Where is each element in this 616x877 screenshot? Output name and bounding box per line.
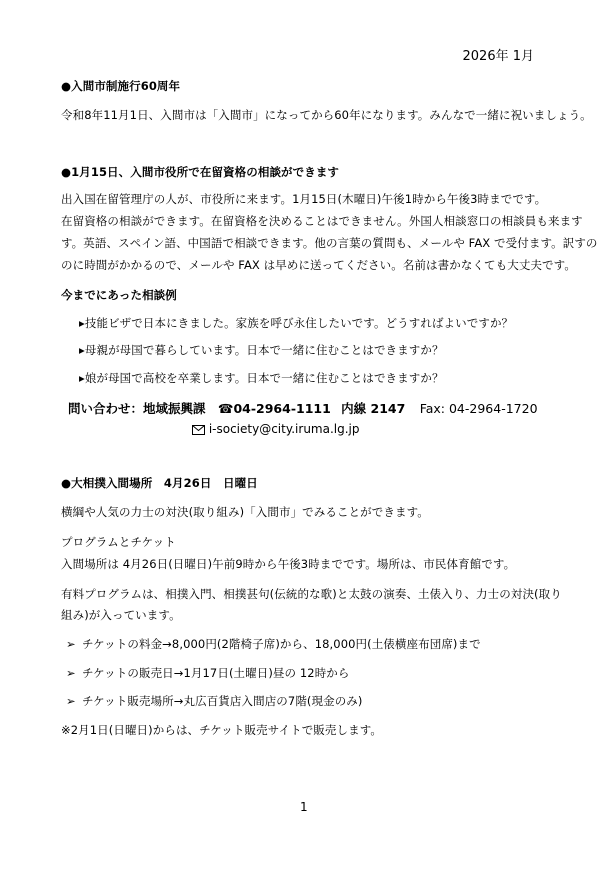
tournament-date-text: 入間場所は 4月26日(日曜日)午前9時から午後3時までです。場所は、市民体育館です。 (61, 557, 516, 571)
ticket-info-item: ➢ チケットの料金→8,000円(2階椅子席)から、18,000円(土俵横座布団席)まで (66, 637, 481, 651)
triangle-bullet-icon: ▸ (79, 371, 85, 385)
consultation-text-line: す。英語、スペイン語、中国語で相談できます。他の言葉の質問も、メールや FAX で受付ます。訳すの (61, 236, 598, 250)
document-date: 2026年 1月 (462, 49, 534, 64)
triangle-bullet-icon: ▸ (79, 343, 85, 357)
example-item: ▸母親が母国で暮らしています。日本で一緒に住むことはできますか？ (79, 343, 444, 357)
phone-number: 04-2964-1111 (233, 401, 331, 416)
arrow-bullet-icon: ➢ (66, 637, 76, 651)
ticket-info-item: ➢ チケット販売場所→丸広百貨店入間店の7階(現金のみ) (66, 694, 363, 708)
fax-number: Fax: 04-2964-1720 (419, 401, 538, 416)
program-text-line: 有料プログラムは、相撲入門、相撲甚句(伝統的な歌)と太鼓の演奏、土俵入り、力士の対決(取り (61, 587, 562, 601)
arrow-bullet-icon: ➢ (66, 694, 76, 708)
contact-label: 問い合わせ：地域振興課 (68, 401, 206, 416)
contact-line (68, 399, 538, 417)
phone-extension: 内線 2147 (341, 401, 406, 416)
sumo-intro-text: 横綱や人気の力士の対決(取り組み)「入間市」でみることができます。 (61, 505, 429, 519)
consultation-text-line: 出入国在留管理庁の人が、市役所に来ます。1月15日(木曜日)午後1時から午後3時までです。 (61, 192, 547, 206)
program-text-line: 組み)が入っています。 (61, 608, 181, 622)
consultation-text-line: のに時間がかかるので、メールや FAX は早めに送ってください。名前は書かなくても大丈夫です。 (61, 258, 576, 272)
page-number: 1 (300, 800, 308, 814)
phone-icon: ☎ (217, 401, 234, 416)
email-address[interactable]: i-society@city.iruma.lg.jp (208, 422, 360, 436)
mail-icon (192, 422, 209, 436)
example-item: ▸娘が母国で高校を卒業します。日本で一緒に住むことはできますか？ (79, 371, 444, 385)
arrow-bullet-icon: ➢ (66, 666, 76, 680)
ticket-note: ※2月1日(日曜日)からは、チケット販売サイトで販売します。 (61, 723, 382, 737)
consultation-text-line: 在留資格の相談ができます。在留資格を決めることはできません。外国人相談窓口の相談員も来ます (61, 214, 583, 228)
examples-heading: 今までにあった相談例 (61, 288, 177, 302)
example-item: ▸技能ビザで日本にきました。家族を呼び永住したいです。どうすればよいですか？ (79, 316, 514, 330)
section-heading-sumo-tournament: ●大相撲入間場所 4月26日 日曜日 (61, 476, 258, 490)
ticket-info-item: ➢ チケットの販売日→1月17日(土曜日)昼の 12時から (66, 666, 350, 680)
triangle-bullet-icon: ▸ (79, 316, 85, 330)
program-heading: プログラムとチケット (61, 535, 176, 549)
email-line (192, 422, 360, 436)
anniversary-text: 令和8年11月1日、入間市は「入間市」になってから60年になります。みんなで一緒に祝いましょう。 (61, 108, 592, 122)
section-heading-visa-consultation: ●1月15日、入間市役所で在留資格の相談ができます (61, 165, 340, 179)
section-heading-60th-anniversary: ●入間市制施行60周年 (61, 79, 181, 93)
